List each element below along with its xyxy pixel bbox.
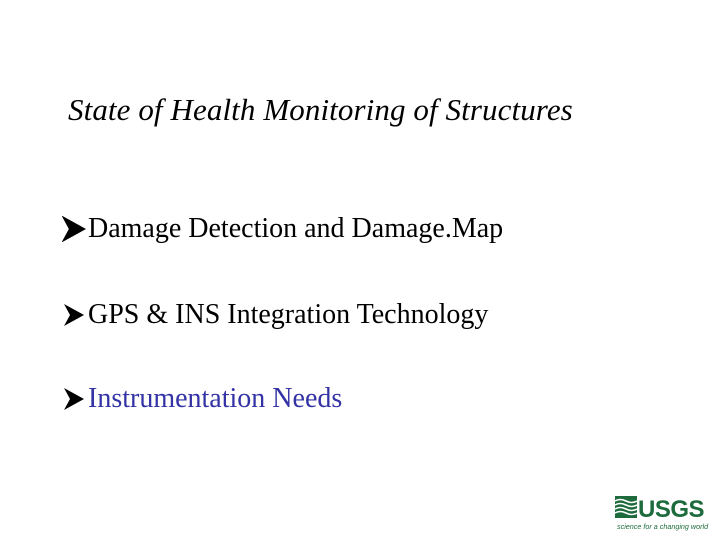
arrowhead-bullet-icon — [62, 216, 86, 242]
usgs-logo — [614, 493, 712, 533]
svg-text:science for a changing world: science for a changing world — [617, 522, 709, 531]
bullet-item — [62, 383, 342, 415]
bullet-text: Damage Detection and Damage.Map — [88, 213, 504, 244]
bullet-item — [62, 299, 488, 331]
bullet-item — [62, 213, 503, 245]
bullet-text: GPS & INS Integration Technology — [88, 299, 489, 330]
svg-text:USGS: USGS — [638, 496, 705, 523]
arrowhead-bullet-icon — [62, 302, 86, 328]
bullet-text: Instrumentation Needs — [88, 383, 343, 414]
arrowhead-bullet-icon — [62, 386, 86, 412]
slide-title: State of Health Monitoring of Structures — [68, 92, 573, 127]
